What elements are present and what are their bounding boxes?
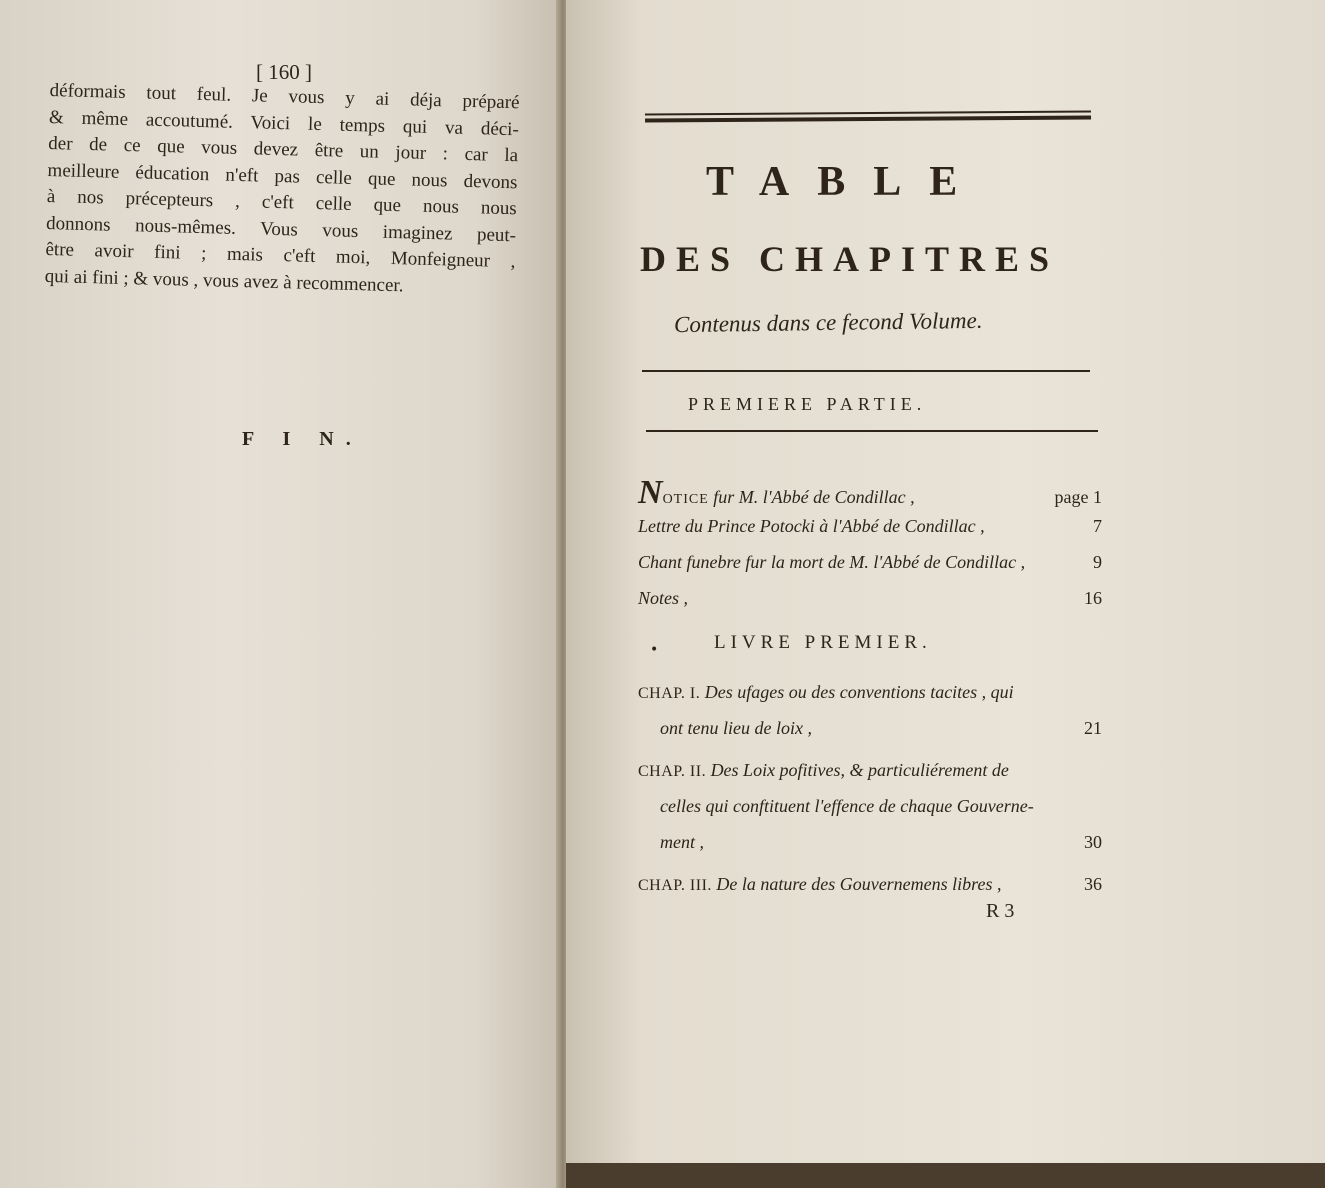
toc-entry [638, 474, 1102, 512]
toc-chapter [638, 682, 1102, 703]
toc-chapter-cont [660, 832, 1102, 853]
toc-entry-page: 21 [1084, 718, 1102, 738]
text-line: meilleure éducation n'eft pas celle que nous devons [47, 159, 518, 193]
toc-entry-page: 30 [1084, 832, 1102, 852]
chapter-label: CHAP. I. [638, 685, 701, 702]
text-line: être avoir fini ; mais c'eft moi, Monfeigneur , [45, 238, 516, 273]
subtitle: Contenus dans ce fecond Volume. [673, 307, 983, 338]
toc-entry-title: Notes , [638, 588, 689, 608]
text-line: donnons nous-mêmes. Vous vous imaginez peut- [45, 212, 517, 246]
closing-paragraph [44, 78, 519, 302]
rule-above-part [642, 370, 1090, 372]
text-line: qui ai fini ; & vous , vous avez à recommencer. [44, 265, 404, 296]
chapter-line: CHAP. II. Des Loix pofitives, & particuliérement de [638, 760, 1009, 780]
chapter-label: CHAP. III. [638, 877, 712, 894]
title-table: TABLE [706, 159, 986, 205]
toc-chapter [638, 874, 1102, 895]
toc-entry [638, 552, 1102, 573]
toc-chapter-cont [660, 796, 1102, 817]
toc-entry-page: 7 [1093, 516, 1102, 536]
toc-entry-title: Lettre du Prince Potocki à l'Abbé de Condillac , [638, 516, 985, 536]
title-chapitres: DES CHAPITRES [640, 239, 1060, 279]
toc-chapter [638, 760, 1102, 781]
rule-below-part [646, 430, 1098, 432]
bullet-mark: • [650, 642, 659, 658]
part-heading: PREMIERE PARTIE. [688, 394, 927, 414]
toc-entry-title: NOTICE fur M. l'Abbé de Condillac , [638, 474, 915, 511]
page-number: [ 160 ] [256, 60, 312, 84]
toc-entry-page: page 1 [1054, 487, 1102, 507]
chapter-label: CHAP. II. [638, 763, 707, 780]
toc-entry-page: 36 [1084, 874, 1102, 894]
page-bottom-edge [566, 1163, 1325, 1188]
chapter-line: ont tenu lieu de loix , [660, 718, 812, 738]
chapter-line: CHAP. I. Des ufages ou des conventions tacites , qui [638, 682, 1014, 702]
toc-entry [638, 588, 1102, 609]
text-line: & même accoutumé. Voici le temps qui va déci- [48, 106, 520, 140]
text-line: der de ce que vous devez être un jour : car la [48, 132, 519, 167]
toc-chapter-cont [660, 718, 1102, 739]
text-line: déformais tout feul. Je vous y ai déja préparé [49, 79, 520, 114]
toc-entry-page: 9 [1093, 552, 1102, 572]
toc-entry-title: Chant funebre fur la mort de M. l'Abbé de Condillac , [638, 552, 1026, 572]
chapter-line: celles qui conftituent l'effence de chaque Gouverne- [660, 796, 1034, 816]
toc-entry [638, 516, 1102, 537]
chapter-line: ment , [660, 832, 704, 852]
book-heading: LIVRE PREMIER. [714, 632, 932, 653]
fin-label: F I N. [242, 428, 363, 450]
text-line: à nos précepteurs , c'eft celle que nous nous [46, 185, 518, 220]
chapter-line: CHAP. III. De la nature des Gouvernemens libres , [638, 874, 1002, 894]
signature-mark: R 3 [986, 900, 1015, 922]
toc-entry-page: 16 [1084, 588, 1102, 608]
